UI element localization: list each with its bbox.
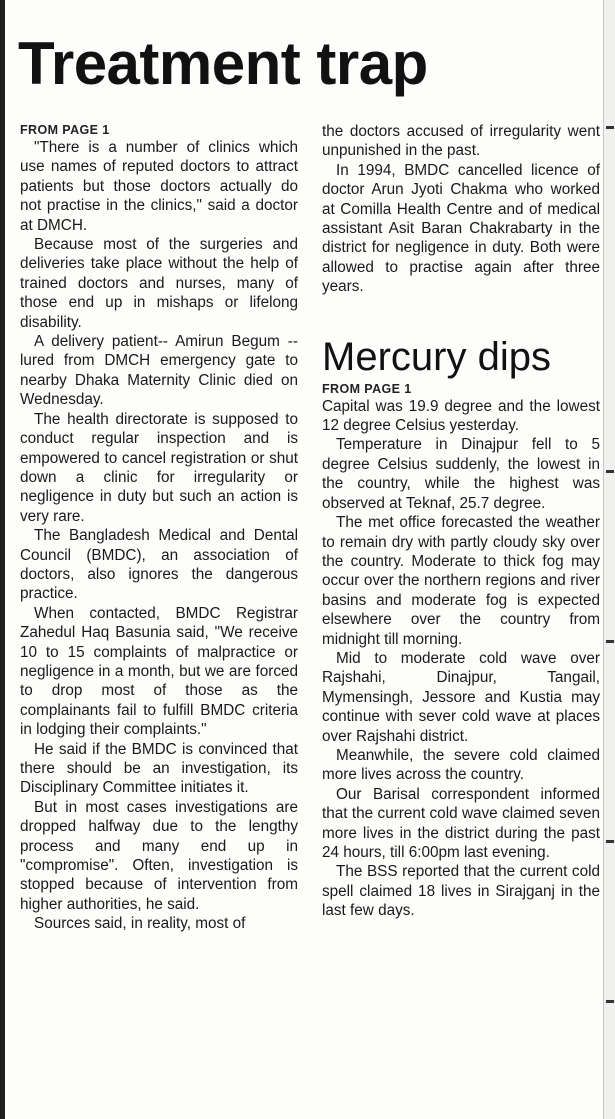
article-paragraph: Our Barisal correspondent informed that the current cold wave claimed seven more lives in the district during the past 24 hours, till 6:00pm last evening. (322, 785, 600, 861)
article-paragraph: The met office forecasted the weather to remain dry with partly cloudy sky over the country. Moderate to thick fog may occur over the northern regions and river basins and moderate fog is expected elsewhere over the country from midnight till morning. (322, 514, 600, 648)
from-page-label: FROM PAGE 1 (322, 381, 412, 396)
article-column-right (322, 122, 600, 921)
headline-treatment-trap: Treatment trap (18, 30, 428, 97)
article-paragraph: The BSS reported that the current cold spell claimed 18 lives in Sirajganj in the last few days. (322, 863, 600, 920)
article-paragraph-continued: the doctors accused of irregularity went unpunished in the past. (322, 123, 600, 160)
article-paragraph: The health directorate is supposed to conduct regular inspection and is empowered to cancel registration or shut down a clinic for irregularity or negligence in duty but such an action is very rare. (20, 410, 298, 525)
edge-mark (606, 840, 614, 843)
article-paragraph: Mid to moderate cold wave over Rajshahi, Dinajpur, Tangail, Mymensingh, Jessore and Kustia may continue with sever cold wave at places over Rajshahi district. (322, 649, 600, 745)
article-paragraph: Because most of the surgeries and deliveries take place without the help of trained doctors and nurses, many of those end up in mishaps or lifelong disability. (20, 236, 298, 331)
page-right-edge (603, 0, 615, 1119)
edge-mark (606, 126, 614, 129)
article-column-left (20, 122, 298, 934)
article-paragraph: Capital was 19.9 degree and the lowest 12 degree Celsius yesterday. (322, 397, 600, 435)
article-paragraph: A delivery patient-- Amirun Begum --lured from DMCH emergency gate to nearby Dhaka Maternity Clinic died on Wednesday. (20, 333, 298, 409)
headline-mercury-dips: Mercury dips (322, 334, 551, 379)
from-page-label: FROM PAGE 1 (20, 123, 110, 137)
page-left-edge (0, 0, 5, 1119)
article-paragraph: But in most cases investigations are dropped halfway due to the lengthy process and many end up in "compromise". Often, investigation is stopped because of intervention from higher authorities, he said. (20, 798, 298, 913)
edge-mark (606, 640, 614, 643)
article-paragraph: When contacted, BMDC Registrar Zahedul Haq Basunia said, "We receive 10 to 15 complaints of malpractice or negligence in a month, but we are forced to drop most of those as the complainants fail to fulfill BMDC criteria in lodging their complaints." (20, 604, 298, 739)
article-paragraph: The Bangladesh Medical and Dental Council (BMDC), an association of doctors, also ignores the dangerous practice. (20, 527, 298, 603)
edge-mark (606, 470, 614, 473)
article-paragraph: Meanwhile, the severe cold claimed more lives across the country. (322, 746, 600, 784)
article-paragraph-continued: In 1994, BMDC cancelled licence of doctor Arun Jyoti Chakma who worked at Comilla Health Centre and of medical assistant Asit Baran Chakrabarty in the district for negligence in duty. Both were allowed to practise again after three years. (322, 161, 600, 296)
article-paragraph: Sources said, in reality, most of (34, 915, 246, 933)
article-paragraph: Temperature in Dinajpur fell to 5 degree Celsius suddenly, the lowest in the country, while the highest was observed at Teknaf, 25.7 degree. (322, 436, 600, 512)
article-paragraph: "There is a number of clinics which use names of reputed doctors to attract patients but those doctors actually do not practise in the clinics," said a doctor at DMCH. (20, 139, 298, 234)
article-paragraph: He said if the BMDC is convinced that there should be an investigation, its Disciplinary Committee initiates it. (20, 740, 298, 797)
edge-mark (606, 1000, 614, 1003)
